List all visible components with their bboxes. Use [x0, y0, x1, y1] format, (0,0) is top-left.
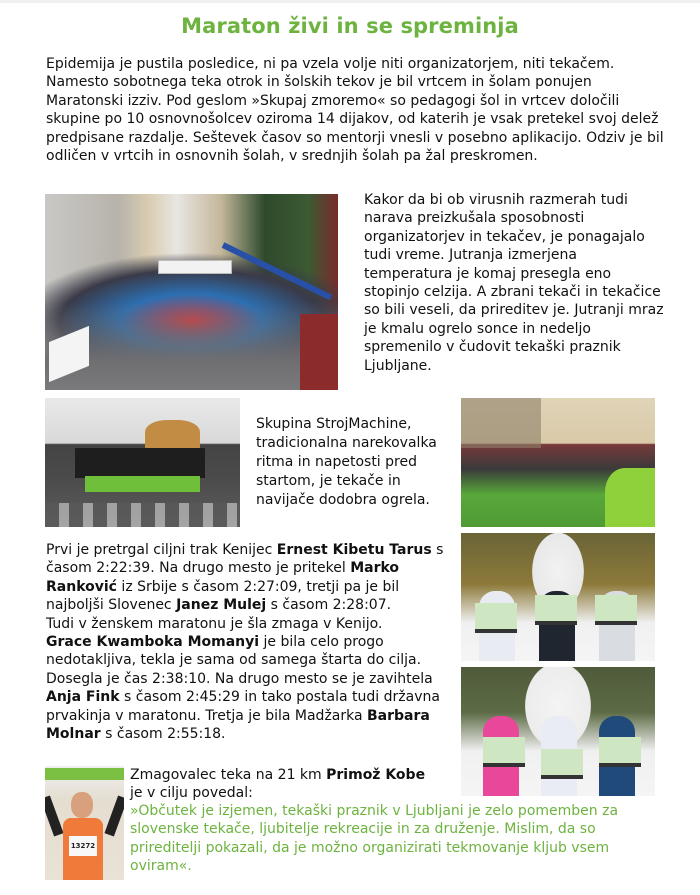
runner-head	[71, 792, 93, 818]
article-title: Maraton živi in se spreminja	[181, 14, 519, 38]
stage	[75, 448, 205, 478]
building-shadow	[461, 398, 541, 448]
start-banner	[158, 260, 232, 274]
trophy	[595, 595, 637, 625]
results-text: je bila celo progo nedotakljiva, tekla je sama od samega štarta do cilja. Dosegla je čas 2:38:10. Na drugo mesto se je zavihtela	[46, 634, 433, 687]
winner-men-name: Ernest Kibetu Tarus	[276, 542, 432, 558]
third-men-name: Janez Mulej	[176, 597, 267, 614]
results-text: s časom 2:45:29 in tako postala tudi državna prvakinja v maratonu. Tretja je bila Madžarka	[46, 689, 440, 724]
second-men-name: Marko Ranković	[46, 560, 400, 595]
camera-crane	[222, 242, 332, 300]
second-women-name: Anja Fink	[46, 689, 120, 706]
trophy	[483, 737, 525, 767]
trophy	[475, 603, 517, 633]
green-jacket-spectator	[605, 468, 655, 527]
results-paragraph	[46, 541, 456, 743]
road-markings	[45, 503, 240, 527]
intro-paragraph: Epidemija je pustila posledice, ni pa vzela volje niti organizatorjem, niti tekačem. Namesto sobotnega teka otrok in šolskih tekov je bil vrtcem in šolam ponujen Maratonski izziv. Pod geslom »Skupaj zmoremo« so pedagogi šol in vrtcev določili skupine po 10 osnovnošolcev oziroma 14 dijakov, od katerih je vsak pretekel svoj delež predpisane razdalje. Seštevek časov so mentorji vnesli v posebno aplikacijo. Odziv je bil odličen v vrtcih in osnovnih šolah, v srednjih šolah pa žal preskromen.	[46, 56, 664, 165]
stage-banner	[85, 476, 200, 492]
weather-paragraph: Kakor da bi ob virusnih razmerah tudi narava preizkušala sposobnosti organizatorjev in tekačev, je ponagajalo tudi vreme. Jutranja izmerjena temperatura je komaj presegla eno stopinjo celzija. A zbrani tekači in tekačice so bili veseli, da prireditev je. Jutranji mraz je kmalu ogrelo sonce in nedeljo spremenilo v čudovit tekaški praznik Ljubljane.	[364, 192, 664, 374]
half-text: je v cilju povedal:	[130, 785, 253, 802]
results-text: Prvi je pretrgal ciljni trak Kenijec	[46, 542, 277, 558]
arm	[45, 795, 64, 836]
results-text: iz Srbije s časom 2:27:09, tretji pa je bil najboljši Slovenec	[46, 578, 400, 614]
results-text: s časom 2:55:18.	[100, 726, 226, 743]
trophy	[599, 737, 641, 767]
timing-sign	[300, 314, 338, 390]
trophy	[535, 595, 577, 625]
half-text: Zmagovalec teka na 21 km	[130, 767, 327, 783]
finish-banner	[45, 768, 124, 780]
photo-half-marathon-winner	[45, 766, 124, 880]
photo-women-podium	[461, 667, 655, 796]
top-border	[0, 0, 700, 3]
race-bib: 13272	[69, 836, 97, 856]
photo-marathon-start	[45, 194, 338, 390]
winner-quote: »Občutek je izjemen, tekaški praznik v Ljubljani je zelo pomemben za slovenske tekače, ljubitelje rekreacije in za druženje. Mislim, da so prireditelji pokazali, da je možno organizirati tekmovanje kljub vsem oviram«.	[130, 803, 619, 875]
autumn-tree	[145, 420, 200, 450]
winner-women-name: Grace Kwamboka Momanyi	[46, 634, 260, 651]
results-text: s časom 2:22:39. Na drugo mesto je pritekel	[46, 542, 444, 577]
results-text: Tudi v ženskem maratonu je šla zmaga v Kenijo.	[46, 615, 383, 632]
results-text: s časom 2:28:07.	[266, 597, 392, 614]
half-winner-name: Primož Kobe	[326, 767, 426, 783]
arm	[104, 795, 124, 836]
photo-band-stage	[45, 398, 240, 527]
half-marathon-intro	[130, 766, 430, 803]
band-paragraph: Skupina StrojMachine, tradicionalna narekovalka ritma in napetosti pred startom, je tekače in navijače dodobra ogrela.	[256, 416, 437, 508]
sponsor-board	[49, 326, 89, 382]
photo-spectators	[461, 398, 655, 527]
third-women-name: Barbara Molnar	[46, 707, 430, 743]
photo-men-podium	[461, 533, 655, 661]
trophy	[541, 749, 583, 779]
